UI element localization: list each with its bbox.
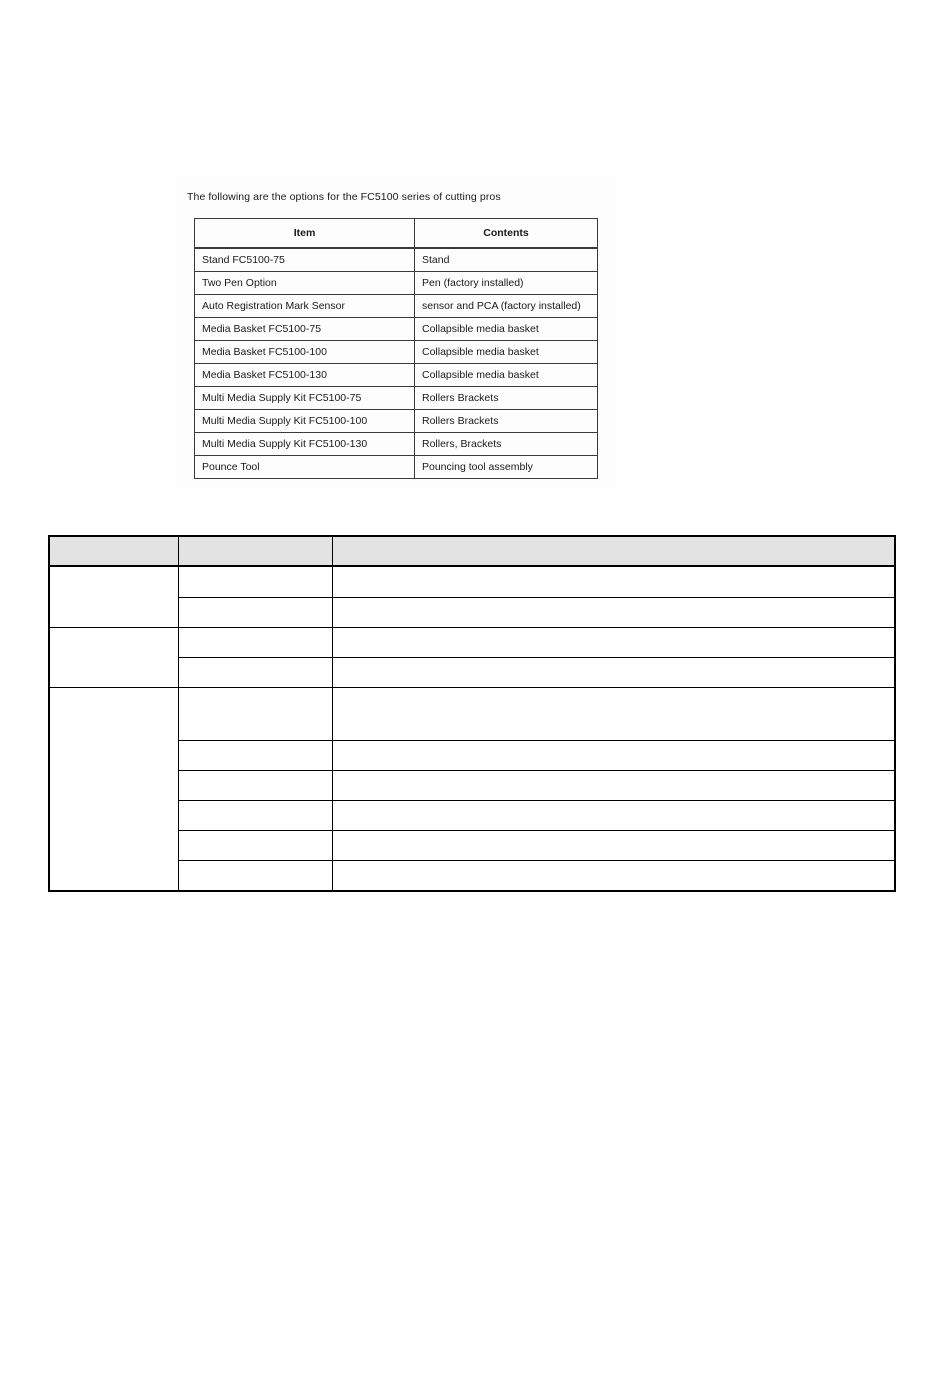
table-row xyxy=(195,248,598,272)
scanned-options-image xyxy=(176,176,616,488)
row-contents: Pen (factory installed) xyxy=(415,272,598,295)
row-item: Multi Media Supply Kit FC5100-100 xyxy=(195,410,415,433)
grid-row-divider xyxy=(178,770,894,771)
grid-row-divider xyxy=(178,597,894,598)
row-contents: sensor and PCA (factory installed) xyxy=(415,295,598,318)
row-item: Multi Media Supply Kit FC5100-130 xyxy=(195,433,415,456)
row-contents: Stand xyxy=(415,248,598,272)
row-item: Media Basket FC5100-75 xyxy=(195,318,415,341)
row-contents: Rollers, Brackets xyxy=(415,433,598,456)
grid-row-divider xyxy=(178,830,894,831)
row-contents: Rollers Brackets xyxy=(415,410,598,433)
row-contents: Collapsible media basket xyxy=(415,364,598,387)
table-row xyxy=(195,318,598,341)
header-contents: Contents xyxy=(415,219,598,249)
grid-column-divider xyxy=(178,537,179,890)
table-row xyxy=(195,433,598,456)
row-item: Multi Media Supply Kit FC5100-75 xyxy=(195,387,415,410)
grid-row-divider xyxy=(178,860,894,861)
options-table xyxy=(194,218,598,479)
row-contents: Pouncing tool assembly xyxy=(415,456,598,479)
grid-column-divider xyxy=(332,537,333,890)
table-row xyxy=(195,295,598,318)
row-item: Media Basket FC5100-100 xyxy=(195,341,415,364)
grid-row-divider xyxy=(50,627,894,628)
grid-row-divider xyxy=(178,740,894,741)
row-contents: Collapsible media basket xyxy=(415,318,598,341)
row-item: Two Pen Option xyxy=(195,272,415,295)
scan-intro-text: The following are the options for the FC5100 series of cutting pros xyxy=(187,191,501,203)
row-item: Stand FC5100-75 xyxy=(195,248,415,272)
options-table-header xyxy=(195,219,598,249)
table-row xyxy=(195,341,598,364)
grid-header-row xyxy=(50,537,894,567)
row-contents: Rollers Brackets xyxy=(415,387,598,410)
row-item: Media Basket FC5100-130 xyxy=(195,364,415,387)
grid-row-divider xyxy=(178,657,894,658)
row-contents: Collapsible media basket xyxy=(415,341,598,364)
table-row xyxy=(195,456,598,479)
header-item: Item xyxy=(195,219,415,249)
grid-row-divider xyxy=(50,687,894,688)
row-item: Auto Registration Mark Sensor xyxy=(195,295,415,318)
row-item: Pounce Tool xyxy=(195,456,415,479)
table-row xyxy=(195,387,598,410)
empty-grid-table xyxy=(48,535,896,892)
table-row xyxy=(195,410,598,433)
table-row xyxy=(195,272,598,295)
table-row xyxy=(195,364,598,387)
grid-row-divider xyxy=(178,800,894,801)
